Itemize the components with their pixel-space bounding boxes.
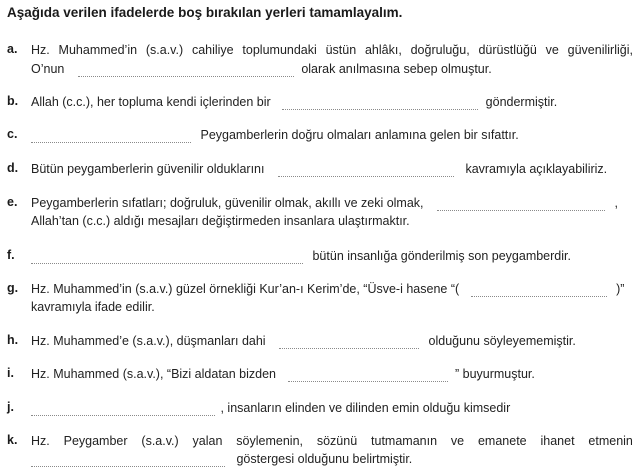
word: ve xyxy=(545,43,559,57)
item-letter: g. xyxy=(7,281,19,295)
item-d-line xyxy=(31,161,607,177)
item-i-blank[interactable] xyxy=(288,370,448,382)
item-c-text-after: Peygamberlerin doğru olmaları anlamına gelen bir sıfattır. xyxy=(200,128,519,142)
word: toplumundaki xyxy=(242,43,317,57)
word: ve xyxy=(450,434,465,448)
item-letter: j. xyxy=(7,400,14,414)
item-k-line-2 xyxy=(31,451,412,467)
item-e-line-2: Allah’tan (c.c.) aldığı mesajları değiştirmeden insanlara ulaştırmaktır. xyxy=(31,214,410,228)
item-letter: i. xyxy=(7,366,14,380)
item-a-line-2 xyxy=(31,61,492,77)
item-j-line xyxy=(31,400,510,416)
item-b-text-before: Allah (c.c.), her topluma kendi içlerinden bir xyxy=(31,95,271,109)
item-g-text-after: )” xyxy=(616,282,625,296)
word: ihanet xyxy=(540,434,575,448)
word: güvenilirliği, xyxy=(567,43,633,57)
item-h-text-after: olduğunu söyleyememiştir. xyxy=(428,334,576,348)
item-letter: b. xyxy=(7,94,19,108)
item-b-blank[interactable] xyxy=(282,98,478,110)
item-letter: d. xyxy=(7,161,19,175)
word: sözünü xyxy=(316,434,358,448)
item-g-blank[interactable] xyxy=(471,285,607,297)
item-j-text-after: , insanların elinden ve dilinden emin olduğu kimsedir xyxy=(220,401,511,415)
word: Peygamber xyxy=(63,434,128,448)
word: dürüstlüğü xyxy=(478,43,537,57)
item-d-text-after: kavramıyla açıklayabiliriz. xyxy=(465,162,608,176)
item-a-line-1 xyxy=(31,42,633,58)
word: emanete xyxy=(477,434,527,448)
word: etmenin xyxy=(588,434,633,448)
item-letter: e. xyxy=(7,195,18,209)
word: (s.a.v.) xyxy=(145,43,184,57)
item-g-line-1 xyxy=(31,281,624,297)
item-a-blank[interactable] xyxy=(78,65,294,77)
item-f-text-after: bütün insanlığa gönderilmiş son peygamberdir. xyxy=(312,249,571,263)
word: doğruluğu, xyxy=(410,43,470,57)
word: (s.a.v.) xyxy=(141,434,179,448)
item-a-text-after: olarak anılmasına sebep olmuştur. xyxy=(301,62,492,76)
word: Hz. xyxy=(31,434,50,448)
item-k-line-1 xyxy=(31,433,633,449)
item-i-text-before: Hz. Muhammed (s.a.v.), “Bizi aldatan bizden xyxy=(31,367,277,381)
item-c-line xyxy=(31,127,519,143)
item-h-text-before: Hz. Muhammed’e (s.a.v.), düşmanları dahi xyxy=(31,334,266,348)
word: cahiliye xyxy=(191,43,234,57)
item-h-line xyxy=(31,333,576,349)
word: tutmamanın xyxy=(371,434,438,448)
word: ahlâkı, xyxy=(364,43,402,57)
item-e-text-after: , xyxy=(614,196,618,210)
item-b-text-after: göndermiştir. xyxy=(485,95,558,109)
item-g-text-before: Hz. Muhammed’in (s.a.v.) güzel örnekliği Kur’an-ı Kerim’de, “Üsve-i hasene “( xyxy=(31,282,460,296)
item-d-blank[interactable] xyxy=(278,165,454,177)
item-k-blank[interactable] xyxy=(31,455,225,467)
item-k-text-after: göstergesi olduğunu belirtmiştir. xyxy=(236,452,413,466)
item-i-text-after: ” buyurmuştur. xyxy=(454,367,535,381)
item-f-blank[interactable] xyxy=(31,252,303,264)
item-i-line xyxy=(31,366,535,382)
item-letter: f. xyxy=(7,248,15,262)
item-g-line-2: kavramıyla ifade edilir. xyxy=(31,300,155,314)
item-a-text-before: O’nun xyxy=(31,62,65,76)
worksheet-title: Aşağıda verilen ifadelerde boş bırakılan yerleri tamamlayalım. xyxy=(7,5,403,20)
item-e-blank[interactable] xyxy=(437,199,605,211)
item-h-blank[interactable] xyxy=(279,337,419,349)
item-letter: k. xyxy=(7,433,18,447)
item-f-line xyxy=(31,248,571,264)
item-c-blank[interactable] xyxy=(31,131,191,143)
word: üstün xyxy=(325,43,357,57)
item-e-line-1 xyxy=(31,195,618,211)
item-d-text-before: Bütün peygamberlerin güvenilir olduklarını xyxy=(31,162,265,176)
word: Muhammed’in xyxy=(58,43,138,57)
item-letter: h. xyxy=(7,333,19,347)
item-b-line xyxy=(31,94,557,110)
item-letter: c. xyxy=(7,127,18,141)
word: Hz. xyxy=(31,43,50,57)
item-e-text-before: Peygamberlerin sıfatları; doğruluk, güvenilir olmak, akıllı ve zeki olmak, xyxy=(31,196,424,210)
word: söylemenin, xyxy=(236,434,303,448)
item-j-blank[interactable] xyxy=(31,404,215,416)
word: yalan xyxy=(192,434,223,448)
item-letter: a. xyxy=(7,42,18,56)
